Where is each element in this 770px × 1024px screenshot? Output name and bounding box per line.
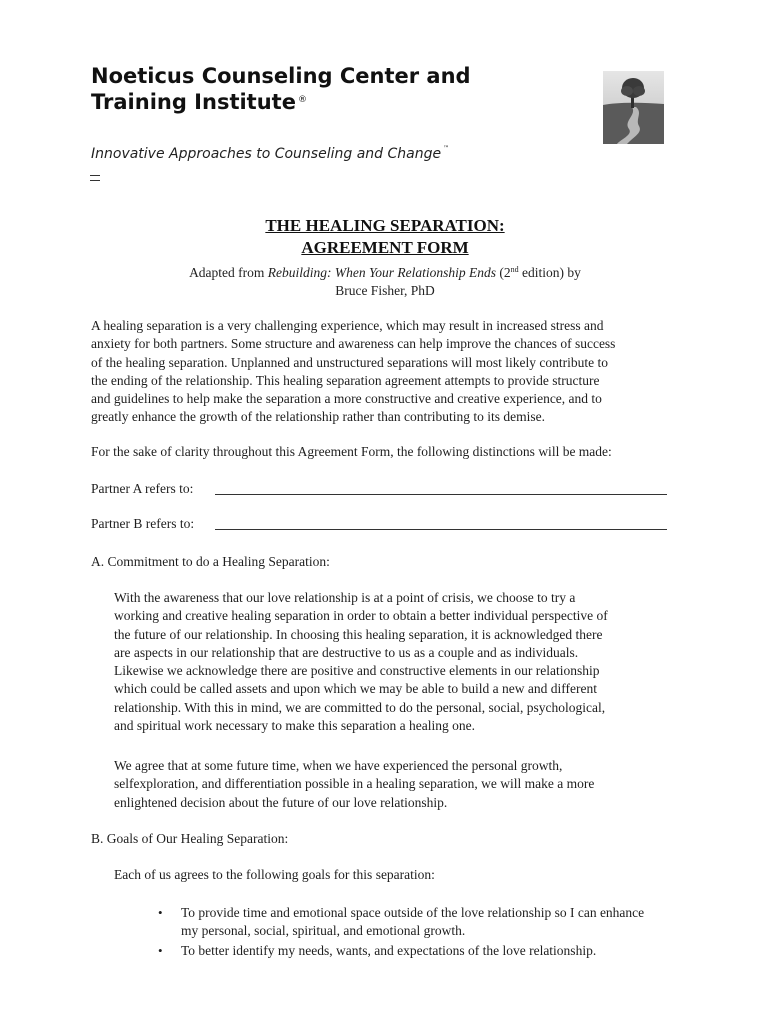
trademark-mark: ™ [443, 145, 450, 152]
section-a-line: selfexploration, and differentiation possible in a healing separation, we will make a more [114, 776, 595, 792]
intro-line: anxiety for both partners. Some structure and awareness can help improve the chances of success [91, 336, 616, 352]
tree-path-logo-icon [603, 71, 664, 144]
book-title: Rebuilding: When Your Relationship Ends [267, 265, 497, 280]
intro-line: the ending of the relationship. This healing separation agreement attempts to provide structure [91, 372, 600, 388]
double-line-divider [90, 175, 100, 181]
registered-mark: ® [297, 95, 307, 105]
goals-list [158, 904, 658, 961]
section-a-line: With the awareness that our love relationship is at a point of crisis, we choose to try a [114, 590, 576, 605]
list-item-text: To better identify my needs, wants, and expectations of the love relationship. [181, 942, 597, 958]
section-a-heading: A. Commitment to do a Healing Separation: [91, 554, 330, 569]
tagline-text: Innovative Approaches to Counseling and Change [91, 146, 442, 162]
section-a-line: which could be called assets and upon which we may be able to build a new and different [114, 681, 597, 697]
section-a-line: and spiritual work necessary to make this separation a healing one. [114, 718, 476, 734]
adapted-from-line1 [0, 261, 770, 282]
section-b-heading: B. Goals of Our Healing Separation: [91, 831, 289, 846]
edition-superscript: nd [510, 265, 519, 274]
section-a-line: We agree that at some future time, when we have experienced the personal growth, [114, 758, 563, 773]
clarity-statement: For the sake of clarity throughout this Agreement Form, the following distinctions will be made: [91, 444, 612, 459]
section-a-line: working and creative healing separation in order to obtain a better individual perspective of [114, 608, 608, 624]
section-a-line: relationship. With this in mind, we are committed to do the personal, social, psychological, [114, 699, 606, 715]
edition-open: (2 [496, 265, 511, 280]
section-a-line: the future of our relationship. In choosing this healing separation, it is acknowledged there [114, 626, 603, 642]
partner-a-label: Partner A refers to: [91, 481, 194, 496]
organization-name-line1: Noeticus Counseling Center and [91, 64, 471, 88]
list-item [158, 904, 658, 941]
bullet-icon: • [158, 905, 163, 920]
list-item [158, 942, 658, 960]
intro-paragraph [91, 317, 676, 427]
adapted-prefix: Adapted from [189, 265, 268, 280]
list-item-text: To provide time and emotional space outside of the love relationship so I can enhance my personal, social, spiritual, and emotional growth. [181, 905, 645, 939]
organization-name-line2-text: Training Institute [91, 90, 296, 114]
section-a-line: enlightened decision about the future of our love relationship. [114, 794, 448, 810]
intro-line: greatly enhance the growth of the relationship rather than contributing to its demise. [91, 409, 545, 425]
intro-line: and guidelines to help make the separation a more constructive and creative experience, and to [91, 391, 602, 407]
organization-name-line2 [91, 88, 571, 114]
partner-b-blank-field[interactable] [215, 529, 667, 530]
section-a-paragraph-2 [114, 757, 674, 812]
document-title-line1: THE HEALING SEPARATION: [265, 216, 505, 235]
section-a-line: are aspects in our relationship that are destructive to us as a couple and as individuals. [114, 644, 579, 660]
intro-line: A healing separation is a very challenging experience, which may result in increased stress and [91, 318, 604, 333]
section-a-paragraph-1 [114, 589, 674, 735]
organization-name [91, 64, 571, 114]
edition-close: edition) by [518, 265, 581, 280]
partner-a-blank-field[interactable] [215, 494, 667, 495]
section-a-line: Likewise we acknowledge there are positive and constructive elements in our relationship [114, 663, 600, 679]
section-b-intro: Each of us agrees to the following goals for this separation: [114, 867, 435, 882]
tagline [91, 145, 449, 162]
document-title-line2: AGREEMENT FORM [301, 238, 469, 257]
adapted-from-note [0, 261, 770, 300]
bullet-icon: • [158, 942, 163, 958]
intro-line: of the healing separation. Unplanned and unstructured separations will most likely contribute to [91, 354, 608, 370]
partner-b-label: Partner B refers to: [91, 516, 195, 531]
author-name: Bruce Fisher, PhD [335, 283, 435, 298]
